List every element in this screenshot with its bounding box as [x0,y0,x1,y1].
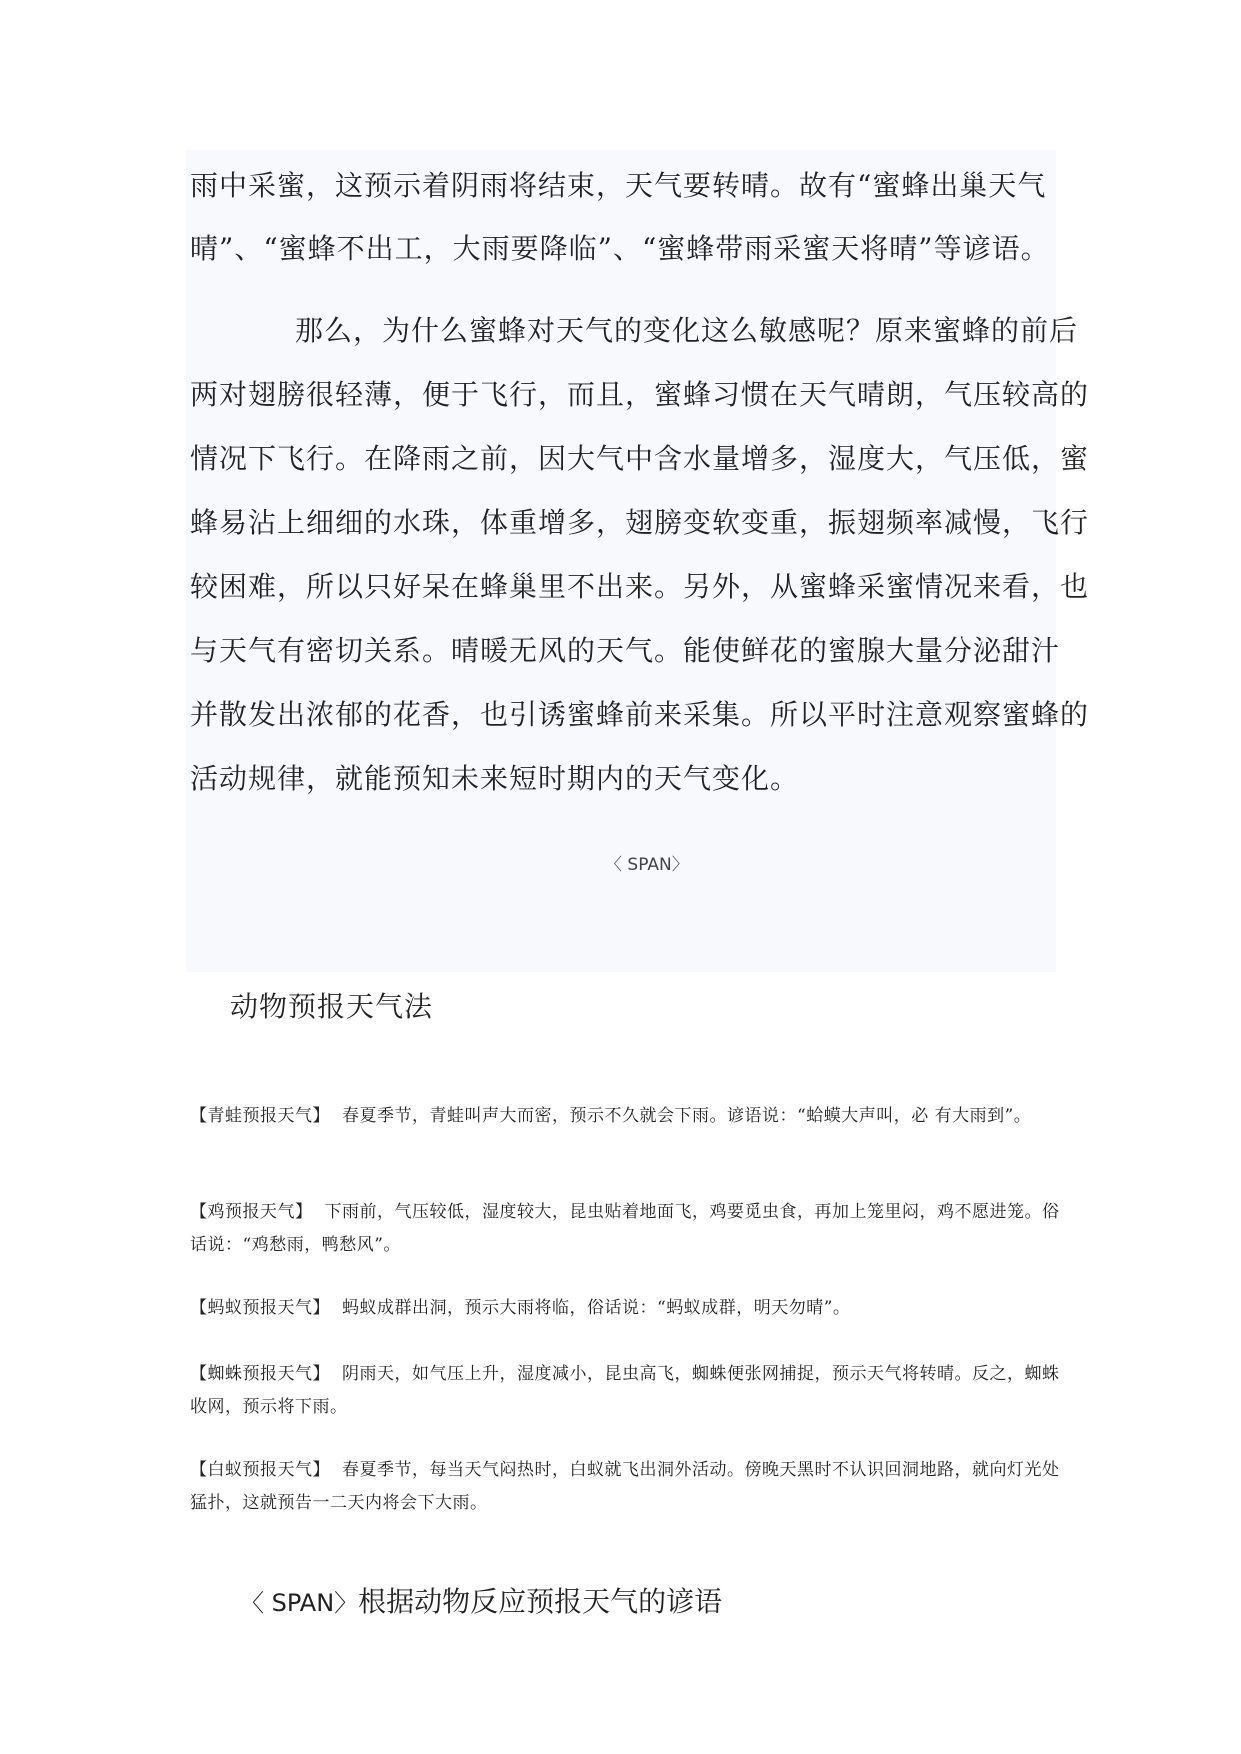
article-line-6: 蜂易沾上细细的水珠，体重增多，翅膀变软变重，振翅频率减慢，飞行 [190,506,1090,539]
entry-tag: 【蚂蚁预报天气】 [190,1298,330,1318]
article-line-1: 雨中采蜜，这预示着阴雨将结束，天气要转晴。故有“蜜蜂出巢天气 [190,169,1047,202]
article-line-9: 并散发出浓郁的花香，也引诱蜜蜂前来采集。所以平时注意观察蜜蜂的 [190,698,1090,731]
article-line-4: 两对翅膀很轻薄，便于飞行，而且，蜜蜂习惯在天气晴朗，气压较高的 [190,378,1090,411]
section-title: 动物预报天气法 [230,990,434,1023]
entry-spider [190,1358,1070,1424]
span-marker: 〈 SPAN〉 [605,855,689,875]
article-line-8: 与天气有密切关系。晴暖无风的天气。能使鲜花的蜜腺大量分泌甜汁 [190,634,1061,667]
entry-tag: 【青蛙预报天气】 [190,1106,330,1126]
entry-tag: 【鸡预报天气】 [190,1202,313,1222]
shaded-article-box [186,150,1056,972]
article-line-2: 晴”、“蜜蜂不出工，大雨要降临”、“蜜蜂带雨采蜜天将晴”等谚语。 [190,232,1050,265]
entry-text: 春夏季节，青蛙叫声大而密，预示不久就会下雨。谚语说：“蛤蟆大声叫，必 有大雨到”。 [342,1106,1032,1126]
article-line-3: 那么，为什么蜜蜂对天气的变化这么敏感呢？原来蜜蜂的前后 [295,314,1079,347]
article-line-5: 情况下飞行。在降雨之前，因大气中含水量增多，湿度大，气压低，蜜 [190,442,1090,475]
entry-text: 下雨前，气压较低，湿度较大，昆虫贴着地面飞，鸡要觅虫食，再加上笼里闷，鸡不愿进笼。俗话说：“鸡愁雨，鸭愁风”。 [190,1202,1060,1255]
bottom-heading [240,1580,722,1620]
entry-ant [190,1292,1070,1325]
entry-tag: 【蜘蛛预报天气】 [190,1364,330,1384]
bottom-heading-text: 根据动物反应预报天气的谚语 [358,1585,723,1618]
entry-text: 蚂蚁成群出洞，预示大雨将临，俗话说：“蚂蚁成群，明天勿晴”。 [342,1298,851,1318]
article-line-10: 活动规律，就能预知未来短时期内的天气变化。 [190,762,800,795]
entry-tag: 【白蚁预报天气】 [190,1460,330,1480]
bottom-heading-prefix: 〈 SPAN〉 [240,1589,359,1617]
entry-frog [190,1100,1070,1133]
article-line-7: 较困难，所以只好呆在蜂巢里不出来。另外，从蜜蜂采蜜情况来看，也 [190,570,1090,603]
entry-termite [190,1454,1070,1520]
entry-chicken [190,1196,1070,1262]
entry-text: 春夏季节，每当天气闷热时，白蚁就飞出洞外活动。傍晚天黑时不认识回洞地路，就向灯光处猛扑，这就预告一二天内将会下大雨。 [190,1460,1060,1513]
entry-text: 阴雨天，如气压上升，湿度减小，昆虫高飞，蜘蛛便张网捕捉，预示天气将转晴。反之，蜘蛛收网，预示将下雨。 [190,1364,1060,1417]
